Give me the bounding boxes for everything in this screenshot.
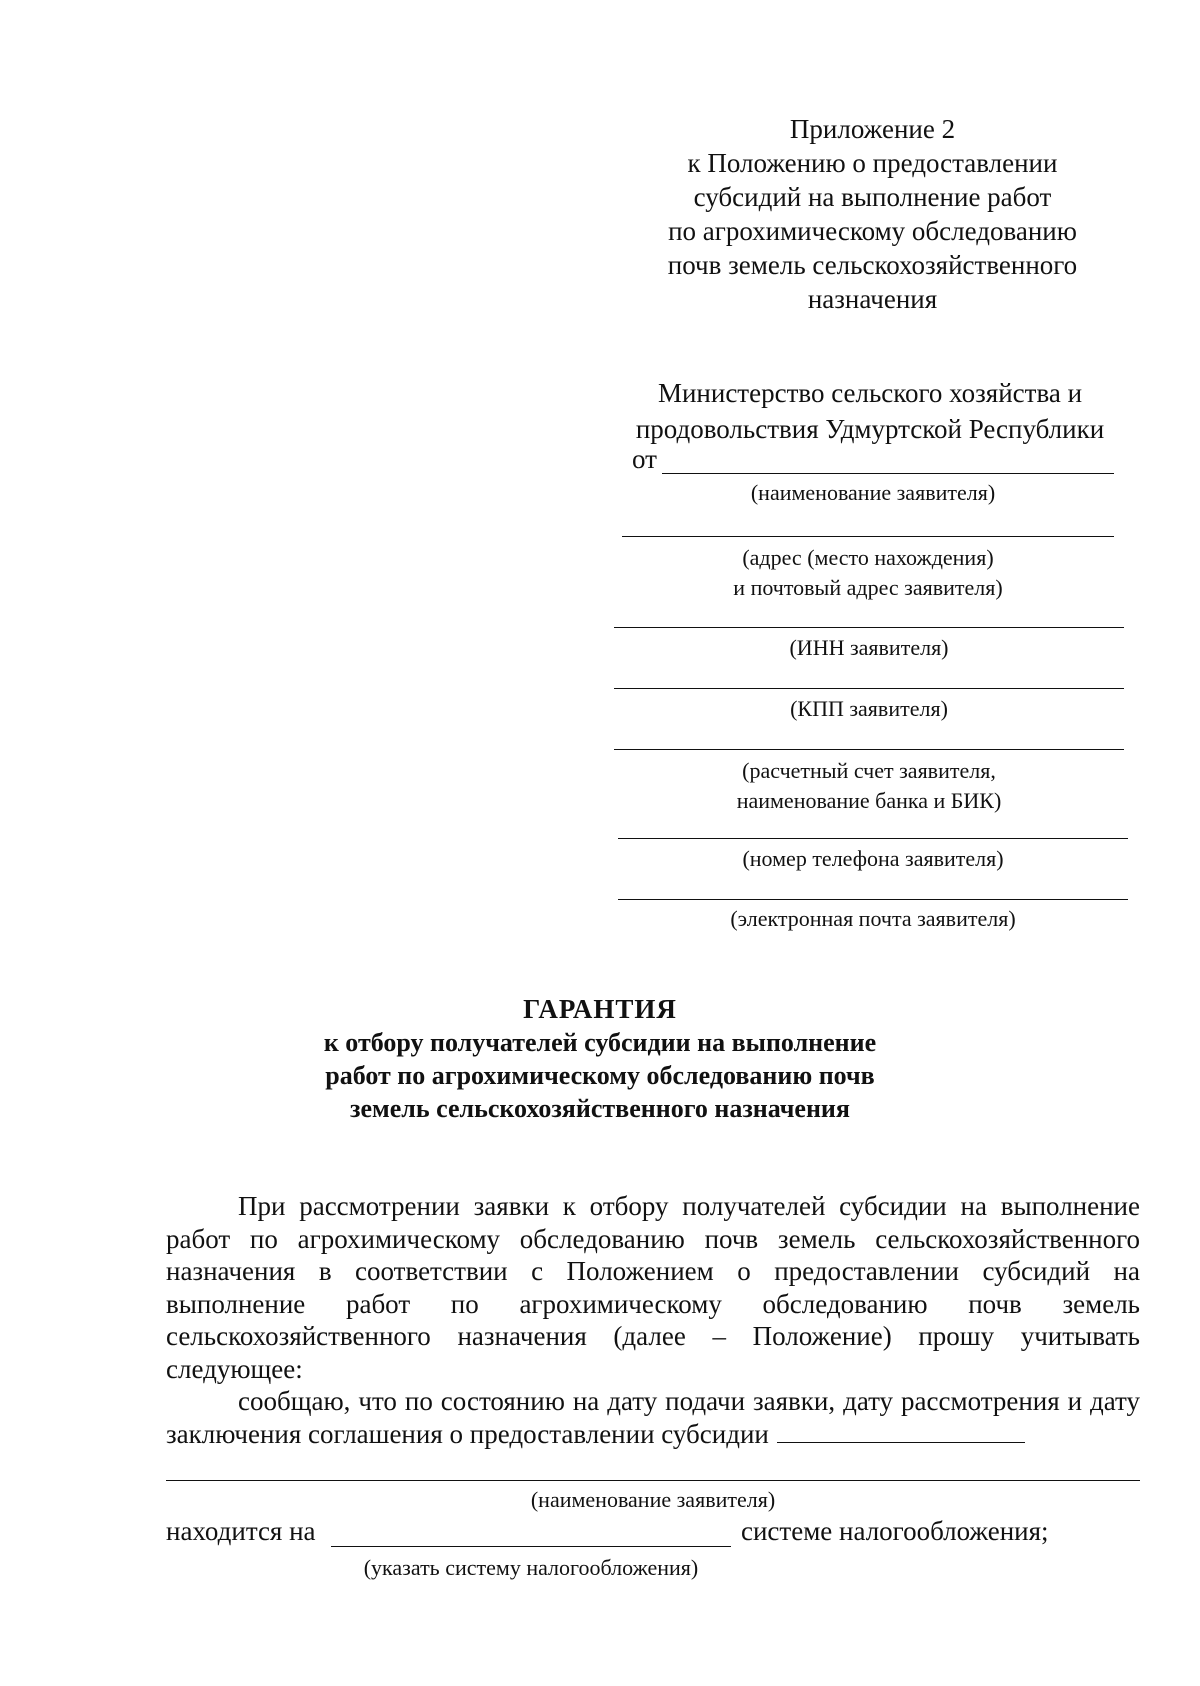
title-line: к отбору получателей субсидии на выполнение <box>323 1028 877 1057</box>
caption-text: (электронная почта заявителя) <box>730 906 1016 931</box>
account-field[interactable] <box>614 749 1124 750</box>
phone-caption <box>618 844 1128 874</box>
tax-label-right: системе налогообложения; <box>741 1516 1049 1546</box>
caption-text: (наименование заявителя) <box>530 1487 776 1512</box>
from-row <box>632 444 1114 478</box>
tax-system-caption <box>331 1553 731 1583</box>
body-paragraph-2-text: сообщаю, что по состоянию на дату подачи заявки, дату рассмотрения и дату заключения соглашения о предоставлении субсидии <box>166 1386 1140 1449</box>
caption-text: (адрес (место нахождения) <box>742 545 994 570</box>
appendix-header <box>600 112 1145 316</box>
applicant-body-caption <box>166 1485 1140 1515</box>
caption-text: наименование банка и БИК) <box>736 788 1002 813</box>
caption-text: (указать систему налогообложения) <box>363 1555 699 1580</box>
title-line: земель сельскохозяйственного назначения <box>350 1094 850 1123</box>
address-caption <box>622 543 1114 603</box>
appendix-line: почв земель сельскохозяйственного <box>667 250 1078 280</box>
inn-caption <box>614 633 1124 663</box>
applicant-inline-field[interactable] <box>777 1418 1025 1443</box>
caption-text: и почтовый адрес заявителя) <box>733 575 1003 600</box>
address-field[interactable] <box>622 536 1114 537</box>
tax-system-row <box>166 1516 1140 1556</box>
email-field[interactable] <box>618 899 1128 900</box>
title-main: ГАРАНТИЯ <box>523 994 677 1024</box>
account-caption <box>614 756 1124 816</box>
kpp-caption <box>614 694 1124 724</box>
ministry-line: Министерство сельского хозяйства и <box>657 378 1083 408</box>
appendix-line: Приложение 2 <box>789 114 956 144</box>
caption-text: (КПП заявителя) <box>790 696 948 721</box>
phone-field[interactable] <box>618 838 1128 839</box>
caption-text: (наименование заявителя) <box>750 480 996 505</box>
document-body <box>166 1190 1140 1450</box>
caption-text: (ИНН заявителя) <box>789 635 949 660</box>
body-paragraph-1: При рассмотрении заявки к отбору получателей субсидии на выполнение работ по агрохимическому обследованию почв земель сельскохозяйственного назначения в соответствии с Положением о предоставлении субсидий на выполнение работ по агрохимическому обследованию почв земель сельскохозяйственного назначения (далее – Положение) прошу учитывать следующее: <box>166 1191 1140 1384</box>
appendix-line: к Положению о предоставлении <box>687 148 1058 178</box>
kpp-field[interactable] <box>614 688 1124 689</box>
applicant-name-field[interactable] <box>662 473 1114 474</box>
inn-field[interactable] <box>614 627 1124 628</box>
tax-label-left: находится на <box>166 1516 316 1546</box>
body-paragraph-2 <box>166 1385 1140 1450</box>
caption-text: (расчетный счет заявителя, <box>742 758 996 783</box>
appendix-line: назначения <box>807 284 938 314</box>
tax-system-field[interactable] <box>331 1546 731 1547</box>
title-line: работ по агрохимическому обследованию почв <box>325 1061 875 1090</box>
appendix-line: субсидий на выполнение работ <box>693 182 1052 212</box>
applicant-name-caption <box>632 478 1114 508</box>
caption-text: (номер телефона заявителя) <box>742 846 1004 871</box>
from-label: от <box>632 444 657 474</box>
addressee-ministry <box>600 375 1140 447</box>
document-title <box>150 993 1050 1125</box>
ministry-line: продовольствия Удмуртской Республики <box>635 414 1105 444</box>
appendix-line: по агрохимическому обследованию <box>668 216 1077 246</box>
applicant-name-body-field[interactable] <box>166 1480 1140 1481</box>
email-caption <box>618 904 1128 934</box>
